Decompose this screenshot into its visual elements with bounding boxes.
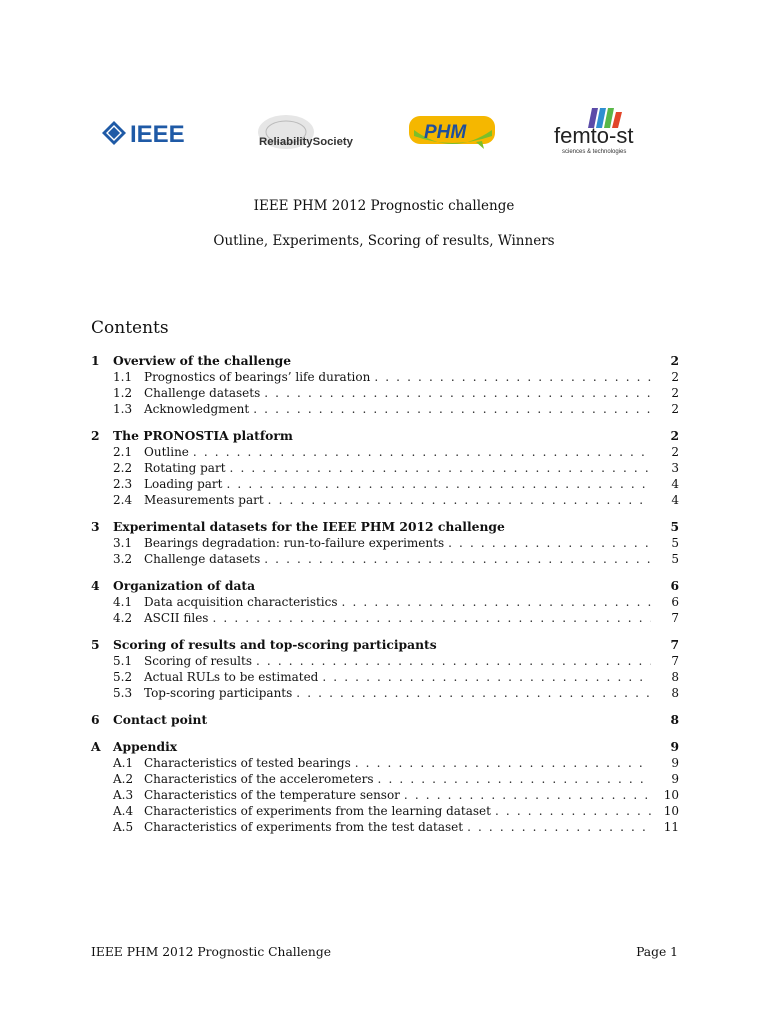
document-subtitle: Outline, Experiments, Scoring of results, Winners	[213, 233, 555, 249]
toc-section-title: Experimental datasets for the IEEE PHM 2012 challenge	[113, 519, 505, 534]
toc-subsection-title: Characteristics of the temperature sensor	[144, 788, 400, 802]
femto-st-logo	[552, 106, 672, 158]
toc-leader-dots	[404, 787, 651, 803]
toc-subsection-page: 5	[671, 552, 679, 566]
toc-subsection-number: 2.2	[113, 461, 133, 475]
toc-subsection-page: 2	[671, 386, 679, 400]
toc-leader-dots	[378, 771, 651, 787]
toc-subsection-entry[interactable]	[91, 401, 679, 417]
toc-subsection-title: Characteristics of the accelerometers	[144, 772, 374, 786]
toc-subsection-entry[interactable]	[91, 819, 679, 835]
toc-section-number: 4	[91, 578, 100, 593]
toc-subsection-entry[interactable]	[91, 535, 679, 551]
toc-section-entry[interactable]	[91, 518, 679, 535]
toc-subsection-page: 2	[671, 445, 679, 459]
toc-section	[91, 738, 679, 835]
toc-subsection-page: 2	[671, 370, 679, 384]
toc-subsection-number: 5.2	[113, 670, 133, 684]
toc-section-title: Overview of the challenge	[113, 353, 292, 368]
toc-section-page: 2	[670, 353, 679, 368]
svg-text:PHM: PHM	[424, 122, 467, 143]
toc-section-page: 2	[670, 428, 679, 443]
toc-leader-dots	[448, 535, 651, 551]
toc-subsection-number: 3.2	[113, 552, 133, 566]
toc-leader-dots	[256, 653, 651, 669]
svg-text:ReliabilitySociety: ReliabilitySociety	[259, 136, 354, 148]
toc-section	[91, 711, 679, 728]
toc-subsection-page: 6	[671, 595, 679, 609]
toc-leader-dots	[355, 755, 651, 771]
toc-section-entry[interactable]	[91, 738, 679, 755]
contents-heading: Contents	[91, 318, 169, 338]
toc-subsection-page: 7	[671, 611, 679, 625]
toc-subsection-page: 8	[671, 686, 679, 700]
toc-section-page: 6	[670, 578, 679, 593]
toc-section-entry[interactable]	[91, 577, 679, 594]
toc-subsection-number: A.3	[113, 788, 134, 802]
toc-subsection-entry[interactable]	[91, 755, 679, 771]
toc-section-title: Organization of data	[113, 578, 256, 593]
toc-subsection-number: 4.1	[113, 595, 133, 609]
toc-subsection-page: 8	[671, 670, 679, 684]
toc-subsection-page: 10	[663, 804, 679, 818]
toc-section	[91, 636, 679, 701]
toc-leader-dots	[495, 803, 651, 819]
toc-subsection-title: Loading part	[144, 477, 223, 491]
toc-subsection-title: Top-scoring participants	[144, 686, 293, 700]
toc-leader-dots	[227, 476, 652, 492]
toc-subsection-number: 2.1	[113, 445, 133, 459]
toc-subsection-entry[interactable]	[91, 444, 679, 460]
toc-subsection-title: Characteristics of experiments from the learning dataset	[144, 804, 491, 818]
toc-section-entry[interactable]	[91, 352, 679, 369]
svg-text:sciences & technologies: sciences & technologies	[562, 149, 627, 155]
toc-subsection-number: 3.1	[113, 536, 133, 550]
toc-subsection-page: 7	[671, 654, 679, 668]
toc-leader-dots	[264, 551, 651, 567]
svg-text:IEEE: IEEE	[130, 121, 185, 148]
toc-leader-dots	[230, 460, 651, 476]
toc-subsection-entry[interactable]	[91, 594, 679, 610]
toc-subsection-page: 4	[671, 477, 679, 491]
ieee-logo	[100, 118, 200, 148]
toc-section-page: 9	[670, 739, 679, 754]
toc-subsection-title: Acknowledgment	[144, 402, 250, 416]
toc-section-title: Appendix	[113, 739, 178, 754]
toc-section-page: 8	[670, 712, 679, 727]
toc-section-page: 7	[670, 637, 679, 652]
toc-subsection-entry[interactable]	[91, 369, 679, 385]
toc-leader-dots	[253, 401, 651, 417]
toc-section-number: 2	[91, 428, 100, 443]
toc-subsection-entry[interactable]	[91, 385, 679, 401]
toc-subsection-entry[interactable]	[91, 685, 679, 701]
toc-section-entry[interactable]	[91, 427, 679, 444]
toc-subsection-entry[interactable]	[91, 803, 679, 819]
toc-subsection-number: 4.2	[113, 611, 133, 625]
document-title: IEEE PHM 2012 Prognostic challenge	[253, 198, 515, 214]
footer-page-number: Page 1	[636, 945, 678, 959]
toc-subsection-page: 3	[671, 461, 679, 475]
toc-subsection-number: 5.3	[113, 686, 133, 700]
toc-subsection-title: Characteristics of experiments from the test dataset	[144, 820, 464, 834]
toc-subsection-page: 9	[671, 756, 679, 770]
toc-subsection-entry[interactable]	[91, 653, 679, 669]
toc-subsection-page: 9	[671, 772, 679, 786]
reliability-society-logo	[256, 110, 356, 152]
toc-subsection-title: Challenge datasets	[144, 552, 261, 566]
table-of-contents	[91, 352, 679, 845]
toc-subsection-title: Challenge datasets	[144, 386, 261, 400]
toc-subsection-title: Scoring of results	[144, 654, 252, 668]
toc-subsection-number: A.4	[113, 804, 134, 818]
phm-logo	[408, 114, 496, 150]
toc-section-title: Contact point	[113, 712, 208, 727]
toc-section-number: A	[91, 739, 101, 754]
toc-subsection-number: 1.1	[113, 370, 133, 384]
toc-subsection-entry[interactable]	[91, 551, 679, 567]
toc-subsection-entry[interactable]	[91, 669, 679, 685]
toc-section	[91, 577, 679, 626]
toc-subsection-page: 5	[671, 536, 679, 550]
toc-leader-dots	[268, 492, 651, 508]
toc-leader-dots	[296, 685, 651, 701]
toc-subsection-entry[interactable]	[91, 476, 679, 492]
toc-subsection-title: Bearings degradation: run-to-failure experiments	[144, 536, 445, 550]
toc-section	[91, 352, 679, 417]
toc-subsection-title: Data acquisition characteristics	[144, 595, 338, 609]
toc-subsection-title: Characteristics of tested bearings	[144, 756, 351, 770]
toc-section-page: 5	[670, 519, 679, 534]
toc-leader-dots	[193, 444, 651, 460]
toc-subsection-page: 10	[663, 788, 679, 802]
toc-subsection-entry[interactable]	[91, 460, 679, 476]
logo-strip	[0, 110, 768, 160]
toc-leader-dots	[212, 610, 651, 626]
toc-leader-dots	[264, 385, 651, 401]
toc-subsection-number: A.1	[113, 756, 134, 770]
toc-subsection-title: Outline	[144, 445, 189, 459]
toc-subsection-number: 5.1	[113, 654, 133, 668]
toc-subsection-page: 4	[671, 493, 679, 507]
toc-subsection-title: ASCII files	[144, 611, 209, 625]
toc-subsection-title: Actual RULs to be estimated	[144, 670, 319, 684]
toc-section-entry[interactable]	[91, 636, 679, 653]
svg-text:femto-st: femto-st	[554, 123, 634, 148]
toc-subsection-page: 2	[671, 402, 679, 416]
toc-section-number: 1	[91, 353, 100, 368]
toc-leader-dots	[374, 369, 651, 385]
toc-section	[91, 518, 679, 567]
toc-subsection-entry[interactable]	[91, 787, 679, 803]
toc-subsection-entry[interactable]	[91, 771, 679, 787]
toc-section-entry[interactable]	[91, 711, 679, 728]
toc-subsection-page: 11	[663, 820, 679, 834]
toc-section-title: The PRONOSTIA platform	[113, 428, 293, 443]
toc-section-number: 6	[91, 712, 100, 727]
toc-subsection-title: Prognostics of bearings’ life duration	[144, 370, 371, 384]
toc-subsection-number: 1.3	[113, 402, 133, 416]
toc-subsection-title: Rotating part	[144, 461, 226, 475]
toc-subsection-number: 2.3	[113, 477, 133, 491]
toc-subsection-number: A.5	[113, 820, 134, 834]
footer-title: IEEE PHM 2012 Prognostic Challenge	[91, 945, 331, 959]
toc-leader-dots	[342, 594, 651, 610]
toc-leader-dots	[322, 669, 651, 685]
toc-subsection-number: A.2	[113, 772, 134, 786]
toc-section-title: Scoring of results and top-scoring participants	[113, 637, 437, 652]
toc-section	[91, 427, 679, 508]
toc-subsection-number: 2.4	[113, 493, 133, 507]
toc-section-number: 5	[91, 637, 100, 652]
toc-subsection-entry[interactable]	[91, 610, 679, 626]
toc-subsection-entry[interactable]	[91, 492, 679, 508]
toc-subsection-number: 1.2	[113, 386, 133, 400]
toc-leader-dots	[467, 819, 651, 835]
toc-subsection-title: Measurements part	[144, 493, 264, 507]
toc-section-number: 3	[91, 519, 100, 534]
